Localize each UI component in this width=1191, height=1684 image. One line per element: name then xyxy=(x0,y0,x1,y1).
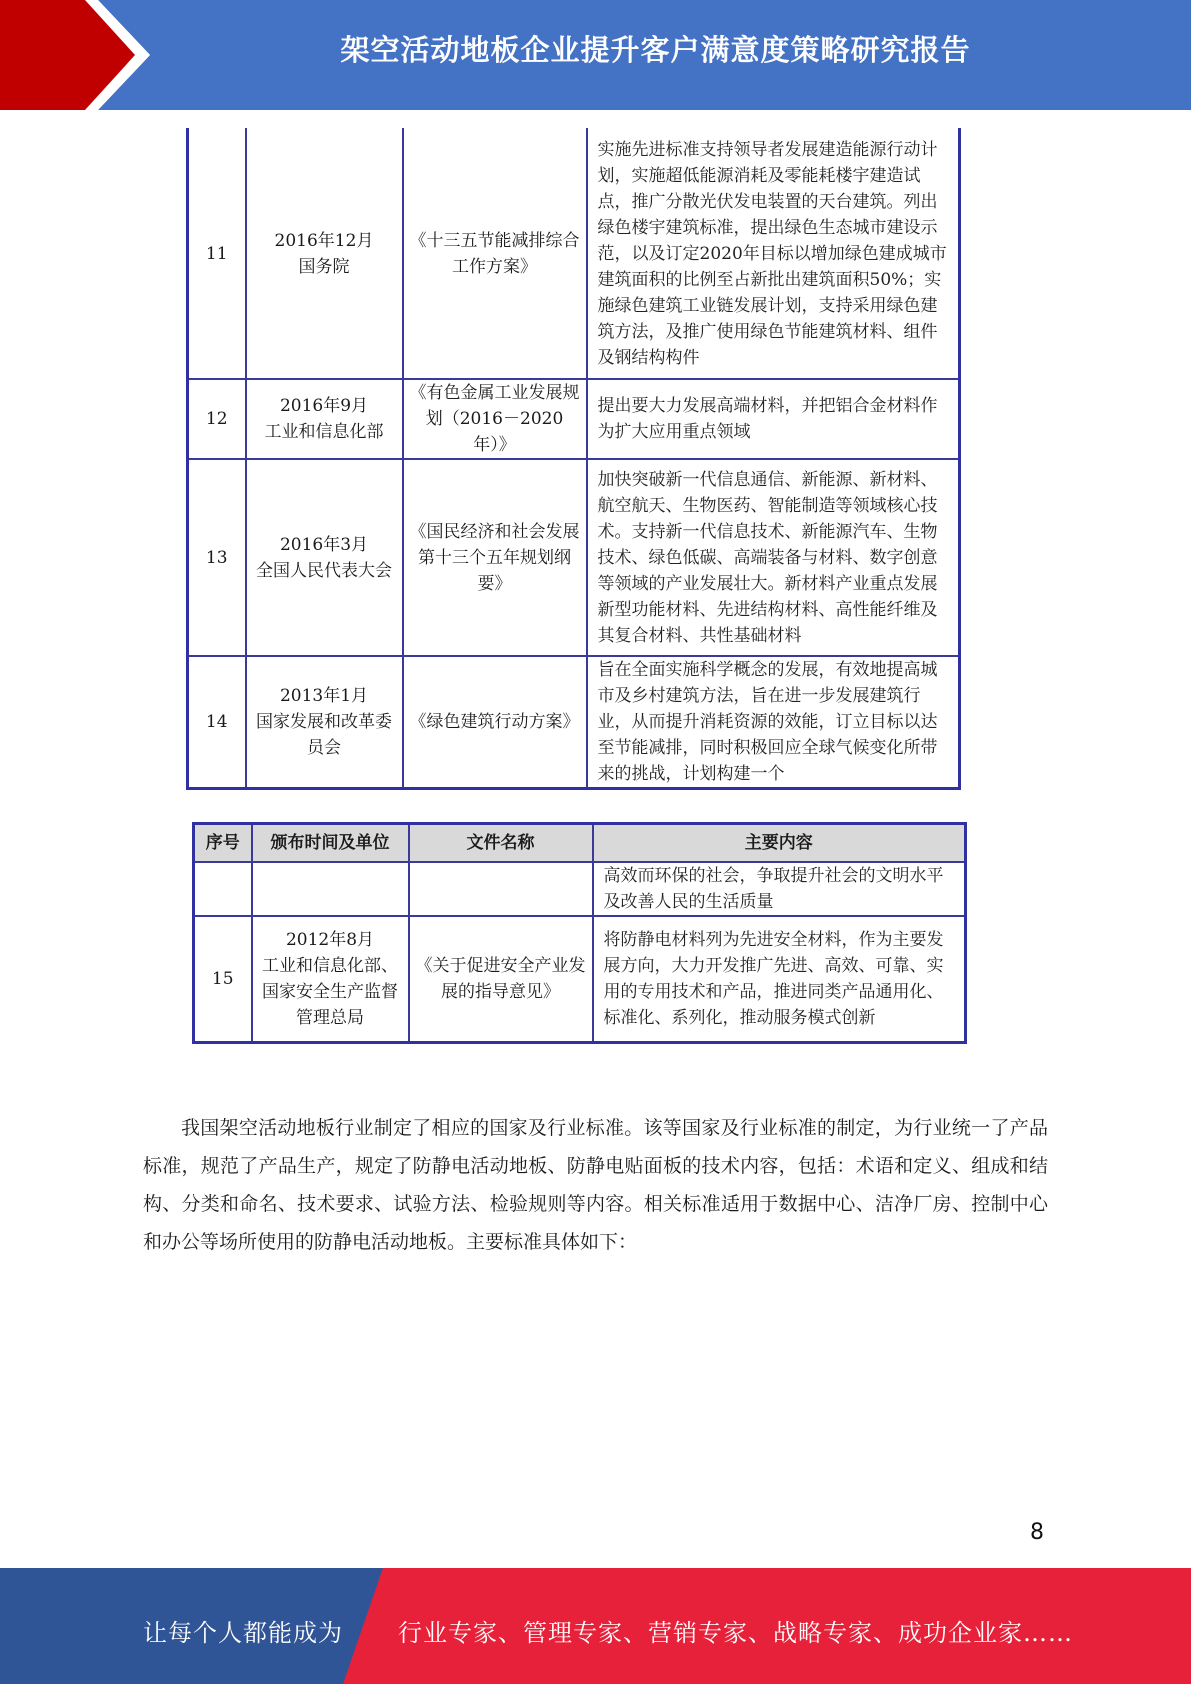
footer-slogan-left: 让每个人都能成为 xyxy=(143,1619,343,1647)
empty-cell xyxy=(409,862,593,916)
table-row xyxy=(188,459,960,656)
issue-date-unit xyxy=(246,656,403,789)
header-date-unit: 颁布时间及单位 xyxy=(252,824,409,863)
policy-table-page-two xyxy=(192,822,967,1044)
page-header xyxy=(0,0,1191,110)
issue-date-unit xyxy=(246,459,403,656)
row-number: 13 xyxy=(188,459,246,656)
row-number: 15 xyxy=(194,916,252,1042)
row-number: 11 xyxy=(188,129,246,379)
document-name: 《国民经济和社会发展第十三个五年规划纲要》 xyxy=(403,459,587,656)
report-title: 架空活动地板企业提升客户满意度策略研究报告 xyxy=(340,33,971,67)
table-row xyxy=(188,656,960,789)
issuing-unit: 工业和信息化部、国家安全生产监督管理总局 xyxy=(262,955,398,1028)
row-number: 12 xyxy=(188,379,246,459)
empty-cell xyxy=(194,862,252,916)
footer-slogan-right: 行业专家、管理专家、营销专家、战略专家、成功企业家…… xyxy=(398,1619,1073,1647)
document-name: 《有色金属工业发展规划（2016－2020年）》 xyxy=(403,379,587,459)
issue-date: 2016年9月 xyxy=(279,396,369,416)
table-row xyxy=(194,916,966,1042)
issue-date-unit xyxy=(246,129,403,379)
issuing-unit: 全国人民代表大会 xyxy=(256,560,392,581)
header-main-content: 主要内容 xyxy=(593,824,966,863)
issuing-unit: 国家发展和改革委员会 xyxy=(256,712,392,758)
document-name: 《关于促进安全产业发展的指导意见》 xyxy=(409,916,593,1042)
issuing-unit: 工业和信息化部 xyxy=(264,422,384,442)
main-content: 提出要大力发展高端材料，并把铝合金材料作为扩大应用重点领域 xyxy=(587,379,960,459)
main-content: 加快突破新一代信息通信、新能源、新材料、航空航天、生物医药、智能制造等领域核心技术。支持新一代信息技术、新能源汽车、生物技术、绿色低碳、高端装备与材料、数字创意等领域的产业发展壮大。新材料产业重点发展新型功能材料、先进结构材料、高性能纤维及其复合材料、共性基础材料 xyxy=(587,459,960,656)
document-name: 《绿色建筑行动方案》 xyxy=(403,656,587,789)
empty-cell xyxy=(252,862,409,916)
issue-date: 2016年3月 xyxy=(279,534,369,555)
main-content: 将防静电材料列为先进安全材料，作为主要发展方向，大力开发推广先进、高效、可靠、实用的专用技术和产品，推进同类产品通用化、标准化、系列化，推动服务模式创新 xyxy=(593,916,966,1042)
header-document-name: 文件名称 xyxy=(409,824,593,863)
main-content: 旨在全面实施科学概念的发展，有效地提高城市及乡村建筑方法，旨在进一步发展建筑行业，从而提升消耗资源的效能，订立目标以达至节能减排，同时积极回应全球气候变化所带来的挑战，计划构建一个 xyxy=(587,656,960,789)
issuing-unit: 国务院 xyxy=(298,257,350,277)
issue-date: 2016年12月 xyxy=(274,231,374,251)
page-number: 8 xyxy=(1030,1520,1044,1545)
page-footer xyxy=(0,1568,1191,1684)
table-row xyxy=(194,862,966,916)
table-header-row xyxy=(194,824,966,863)
row-number: 14 xyxy=(188,656,246,789)
main-content-continuation: 高效而环保的社会，争取提升社会的文明水平及改善人民的生活质量 xyxy=(593,862,966,916)
header-arrow-graphic xyxy=(0,0,160,110)
header-serial-number: 序号 xyxy=(194,824,252,863)
table-row xyxy=(188,129,960,379)
body-paragraph: 我国架空活动地板行业制定了相应的国家及行业标准。该等国家及行业标准的制定，为行业统一了产品标准，规范了产品生产，规定了防静电活动地板、防静电贴面板的技术内容，包括：术语和定义、组成和结构、分类和命名、技术要求、试验方法、检验规则等内容。相关标准适用于数据中心、洁净厂房、控制中心和办公等场所使用的防静电活动地板。主要标准具体如下： xyxy=(143,1117,1048,1253)
issue-date-unit xyxy=(246,379,403,459)
document-name: 《十三五节能减排综合工作方案》 xyxy=(403,129,587,379)
main-content: 实施先进标准支持领导者发展建造能源行动计划，实施超低能源消耗及零能耗楼宇建造试点，推广分散光伏发电装置的天台建筑。列出绿色楼宇建筑标准，提出绿色生态城市建设示范，以及订定2020年目标以增加绿色建成城市建筑面积的比例至占新批出建筑面积50%；实施绿色建筑工业链发展计划，支持采用绿色建筑方法，及推广使用绿色节能建筑材料、组件及钢结构构件 xyxy=(587,129,960,379)
issue-date: 2013年1月 xyxy=(279,686,369,706)
table-row xyxy=(188,379,960,459)
issue-date: 2012年8月 xyxy=(285,929,375,950)
policy-table-continued xyxy=(186,128,961,790)
issue-date-unit xyxy=(252,916,409,1042)
